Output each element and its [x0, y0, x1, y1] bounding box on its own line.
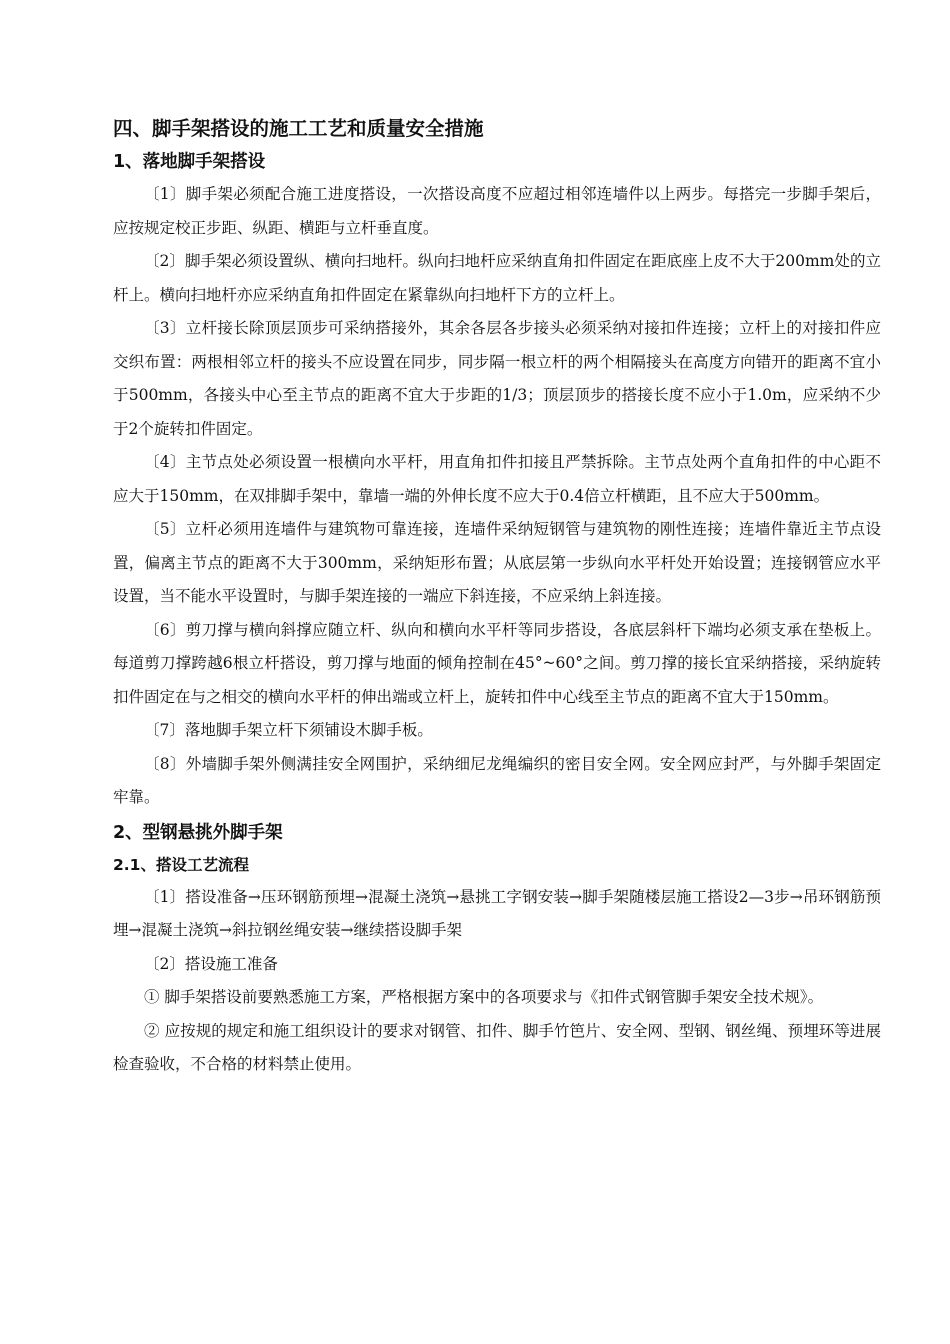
s1-paragraph-5: 〔5〕立杆必须用连墙件与建筑物可靠连接，连墙件采纳短钢管与建筑物的刚性连接；连墙件靠近主节点设置，偏离主节点的距离不大于300mm，采纳矩形布置；从底层第一步纵向水平杆处开始设置；连接钢管应水平设置，当不能水平设置时，与脚手架连接的一端应下斜连接，不应采纳上斜连接。	[113, 520, 881, 605]
s1-paragraph-6: 〔6〕剪刀撑与横向斜撑应随立杆、纵向和横向水平杆等同步搭设，各底层斜杆下端均必须支承在垫板上。每道剪刀撑跨越6根立杆搭设，剪刀撑与地面的倾角控制在45°~60°之间。剪刀撑的接长宜采纳搭接，采纳旋转扣件固定在与之相交的横向水平杆的伸出端或立杆上，旋转扣件中心线至主节点的距离不宜大于150mm。	[113, 620, 881, 706]
section-2-title: 2、型钢悬挑外脚手架	[113, 822, 283, 843]
subsection-2-1-title: 2.1、搭设工艺流程	[113, 855, 249, 874]
s2-paragraph-1: 〔1〕搭设准备→压环钢筋预埋→混凝土浇筑→悬挑工字钢安装→脚手架随楼层施工搭设2—3步→吊环钢筋预埋→混凝土浇筑→斜拉钢丝绳安装→继续搭设脚手架	[113, 887, 881, 939]
s2-paragraph-3: ① 脚手架搭设前要熟悉施工方案，严格根据方案中的各项要求与《扣件式钢管脚手架安全技术规》。	[144, 988, 824, 1006]
s1-paragraph-4: 〔4〕主节点处必须设置一根横向水平杆，用直角扣件扣接且严禁拆除。主节点处两个直角扣件的中心距不应大于150mm，在双排脚手架中，靠墙一端的外伸长度不应大于0.4倍立杆横距，且不应大于500mm。	[113, 453, 881, 505]
document-body	[113, 112, 881, 1082]
s2-paragraph-4: ② 应按规的规定和施工组织设计的要求对钢管、扣件、脚手竹笆片、安全网、型钢、钢丝绳、预埋环等进展检查验收，不合格的材料禁止使用。	[113, 1021, 881, 1073]
s1-paragraph-1: 〔1〕脚手架必须配合施工进度搭设，一次搭设高度不应超过相邻连墙件以上两步。每搭完一步脚手架后，应按规定校正步距、纵距、横距与立杆垂直度。	[113, 185, 881, 237]
s1-paragraph-7: 〔7〕落地脚手架立杆下须铺设木脚手板。	[144, 721, 433, 739]
s1-paragraph-8: 〔8〕外墙脚手架外侧满挂安全网围护，采纳细尼龙绳编织的密目安全网。安全网应封严，与外脚手架固定牢靠。	[113, 754, 881, 806]
main-heading: 四、脚手架搭设的施工工艺和质量安全措施	[113, 117, 484, 140]
s1-paragraph-3: 〔3〕立杆接长除顶层顶步可采纳搭接外，其余各层各步接头必须采纳对接扣件连接；立杆上的对接扣件应交织布置：两根相邻立杆的接头不应设置在同步，同步隔一根立杆的两个相隔接头在高度方向错开的距离不宜小于500mm，各接头中心至主节点的距离不宜大于步距的1/3；顶层顶步的搭接长度不应小于1.0m，应采纳不少于2个旋转扣件固定。	[113, 319, 881, 438]
section-1-title: 1、落地脚手架搭设	[113, 152, 266, 172]
s1-paragraph-2: 〔2〕脚手架必须设置纵、横向扫地杆。纵向扫地杆应采纳直角扣件固定在距底座上皮不大于200mm处的立杆上。横向扫地杆亦应采纳直角扣件固定在紧靠纵向扫地杆下方的立杆上。	[113, 252, 881, 304]
s2-paragraph-2: 〔2〕搭设施工准备	[144, 954, 278, 973]
